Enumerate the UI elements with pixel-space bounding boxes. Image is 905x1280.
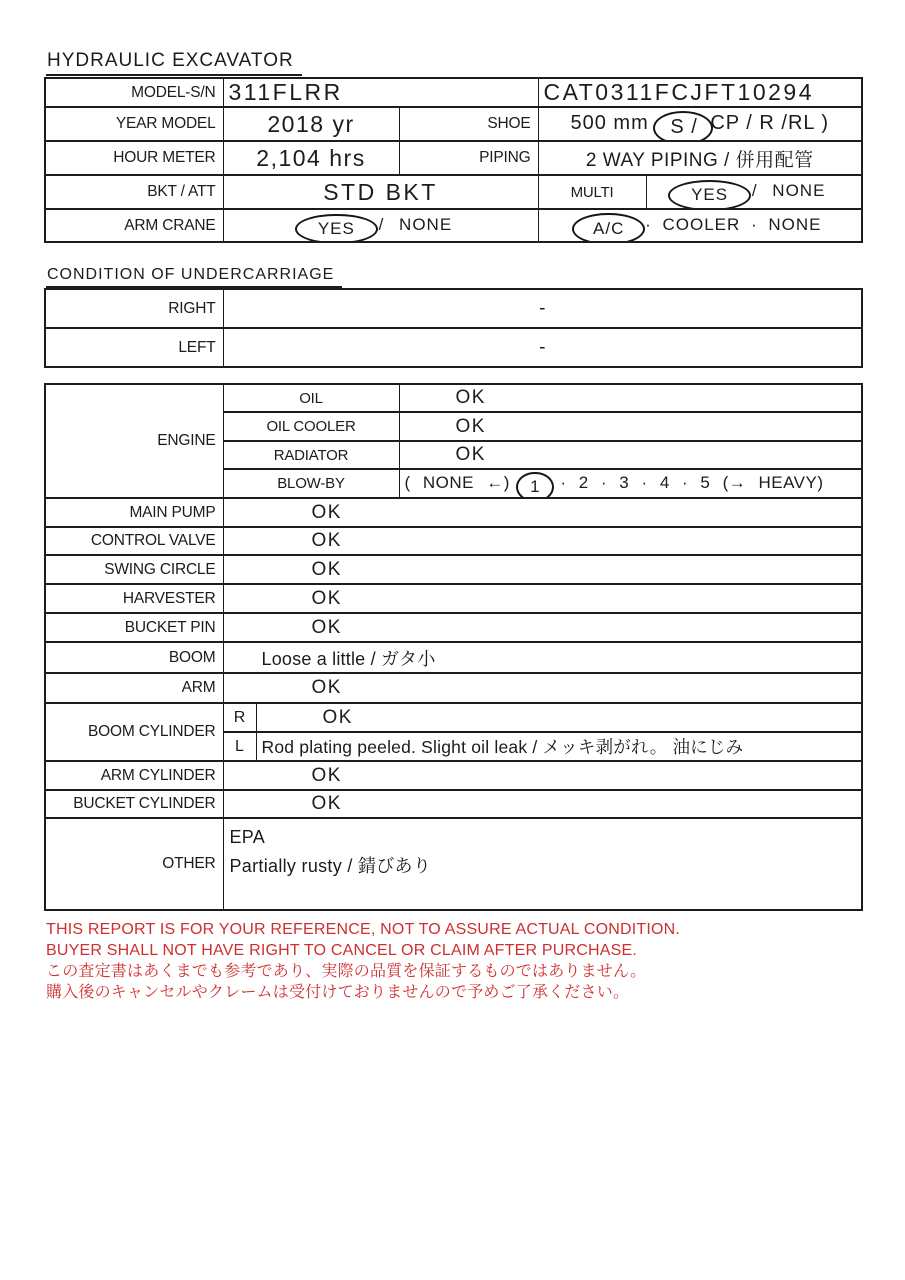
- undercarriage-table: [44, 288, 863, 368]
- piping-value: 2 WAY PIPING / 併用配管: [538, 141, 862, 175]
- boom-value: Loose a little / ガタ小: [223, 642, 862, 673]
- arm-crane-selected-circle: YES: [295, 214, 378, 242]
- blowby-label: BLOW-BY: [223, 469, 399, 498]
- other-label: OTHER: [45, 818, 223, 910]
- page-title: HYDRAULIC EXCAVATOR: [46, 50, 302, 76]
- row-bkt-multi: [45, 175, 862, 209]
- row-boom: [45, 642, 862, 673]
- row-boom-cylinder-r: [45, 703, 862, 732]
- boom-cylinder-label: BOOM CYLINDER: [45, 703, 223, 761]
- bkt-att-label: BKT / ATT: [45, 175, 223, 209]
- row-harvester: [45, 584, 862, 613]
- arm-crane-label: ARM CRANE: [45, 209, 223, 242]
- row-model-sn: [45, 78, 862, 107]
- row-main-pump: [45, 498, 862, 527]
- multi-value: [646, 175, 862, 209]
- ac-options: · COOLER · NONE: [645, 214, 822, 234]
- harvester-label: HARVESTER: [45, 584, 223, 613]
- bkt-att-value: STD BKT: [223, 175, 538, 209]
- bucket-cylinder-label: BUCKET CYLINDER: [45, 790, 223, 818]
- row-undercarriage-right: [45, 289, 862, 328]
- bucket-pin-label: BUCKET PIN: [45, 613, 223, 642]
- multi-label: MULTI: [538, 175, 646, 209]
- disclaimer-line-3: この査定書はあくまでも参考であり、実際の品質を保証するものではありません。: [46, 963, 647, 980]
- right-value: -: [223, 289, 862, 328]
- arm-label: ARM: [45, 673, 223, 703]
- spec-table: [44, 77, 863, 243]
- row-undercarriage-left: [45, 328, 862, 367]
- piping-label: PIPING: [399, 141, 538, 175]
- serial-value: CAT0311FCJFT10294: [538, 78, 862, 107]
- disclaimer-line-1: THIS REPORT IS FOR YOUR REFERENCE, NOT TO ASSURE ACTUAL CONDITION.: [46, 921, 681, 938]
- main-pump-value: OK: [223, 498, 862, 527]
- row-other: [45, 818, 862, 910]
- arm-cylinder-value: OK: [223, 761, 862, 790]
- left-value: -: [223, 328, 862, 367]
- boom-cylinder-l-label: L: [223, 732, 256, 761]
- shoe-value: [538, 107, 862, 141]
- arm-cylinder-label: ARM CYLINDER: [45, 761, 223, 790]
- blowby-scale-low: ( NONE ←): [404, 472, 510, 492]
- year-model-label: YEAR MODEL: [45, 107, 223, 141]
- blowby-selected-circle: 1: [516, 472, 554, 498]
- engine-oil-value: OK: [399, 384, 862, 412]
- disclaimer: [46, 919, 680, 1003]
- undercarriage-section-title: CONDITION OF UNDERCARRIAGE: [46, 266, 342, 288]
- main-pump-label: MAIN PUMP: [45, 498, 223, 527]
- boom-cylinder-r-value: OK: [256, 703, 862, 732]
- ac-value: [538, 209, 862, 242]
- control-valve-label: CONTROL VALVE: [45, 527, 223, 555]
- swing-circle-label: SWING CIRCLE: [45, 555, 223, 584]
- bucket-pin-value: OK: [223, 613, 862, 642]
- oil-cooler-label: OIL COOLER: [223, 412, 399, 441]
- other-line-rust: Partially rusty / 錆びあり: [229, 856, 432, 876]
- condition-table: [44, 383, 863, 911]
- hour-meter-value: 2,104 hrs: [223, 141, 399, 175]
- row-year-shoe: [45, 107, 862, 141]
- oil-cooler-value: OK: [399, 412, 862, 441]
- harvester-value: OK: [223, 584, 862, 613]
- row-bucket-cylinder: [45, 790, 862, 818]
- arm-value: OK: [223, 673, 862, 703]
- left-label: LEFT: [45, 328, 223, 367]
- swing-circle-value: OK: [223, 555, 862, 584]
- boom-cylinder-l-value: Rod plating peeled. Slight oil leak / メッキ剥がれ。 油にじみ: [256, 732, 862, 761]
- row-engine-oil: [45, 384, 862, 412]
- engine-oil-label: OIL: [223, 384, 399, 412]
- multi-selected-circle: YES: [668, 180, 751, 209]
- shoe-type-options: CP / R /RL ): [710, 111, 830, 134]
- row-armcrane-ac: [45, 209, 862, 242]
- arm-crane-value: [223, 209, 538, 242]
- blowby-scale-rest: · 2 · 3 · 4 · 5 (→ HEAVY): [560, 472, 824, 492]
- row-control-valve: [45, 527, 862, 555]
- shoe-type-selected-circle: S /: [653, 111, 712, 142]
- radiator-value: OK: [399, 441, 862, 469]
- radiator-label: RADIATOR: [223, 441, 399, 469]
- blowby-value: [399, 469, 862, 498]
- arm-crane-options: / NONE: [378, 214, 453, 234]
- row-hour-piping: [45, 141, 862, 175]
- bucket-cylinder-value: OK: [223, 790, 862, 818]
- row-arm-cylinder: [45, 761, 862, 790]
- multi-options: / NONE: [751, 181, 826, 201]
- model-sn-label: MODEL-S/N: [45, 78, 223, 107]
- row-arm: [45, 673, 862, 703]
- disclaimer-line-4: 購入後のキャンセルやクレームは受付けておりませんので予めご了承ください。: [46, 984, 630, 1001]
- control-valve-value: OK: [223, 527, 862, 555]
- year-model-value: 2018 yr: [223, 107, 399, 141]
- shoe-label: SHOE: [399, 107, 538, 141]
- shoe-size: 500 mm: [570, 111, 649, 134]
- ac-selected-circle: A/C: [572, 213, 645, 242]
- boom-cylinder-r-label: R: [223, 703, 256, 732]
- other-line-epa: EPA: [229, 827, 266, 847]
- model-value: 311FLRR: [223, 78, 538, 107]
- other-value: [223, 818, 862, 910]
- disclaimer-line-2: BUYER SHALL NOT HAVE RIGHT TO CANCEL OR CLAIM AFTER PURCHASE.: [46, 942, 637, 959]
- row-swing-circle: [45, 555, 862, 584]
- boom-label: BOOM: [45, 642, 223, 673]
- row-bucket-pin: [45, 613, 862, 642]
- hour-meter-label: HOUR METER: [45, 141, 223, 175]
- right-label: RIGHT: [45, 289, 223, 328]
- engine-label: ENGINE: [45, 384, 223, 498]
